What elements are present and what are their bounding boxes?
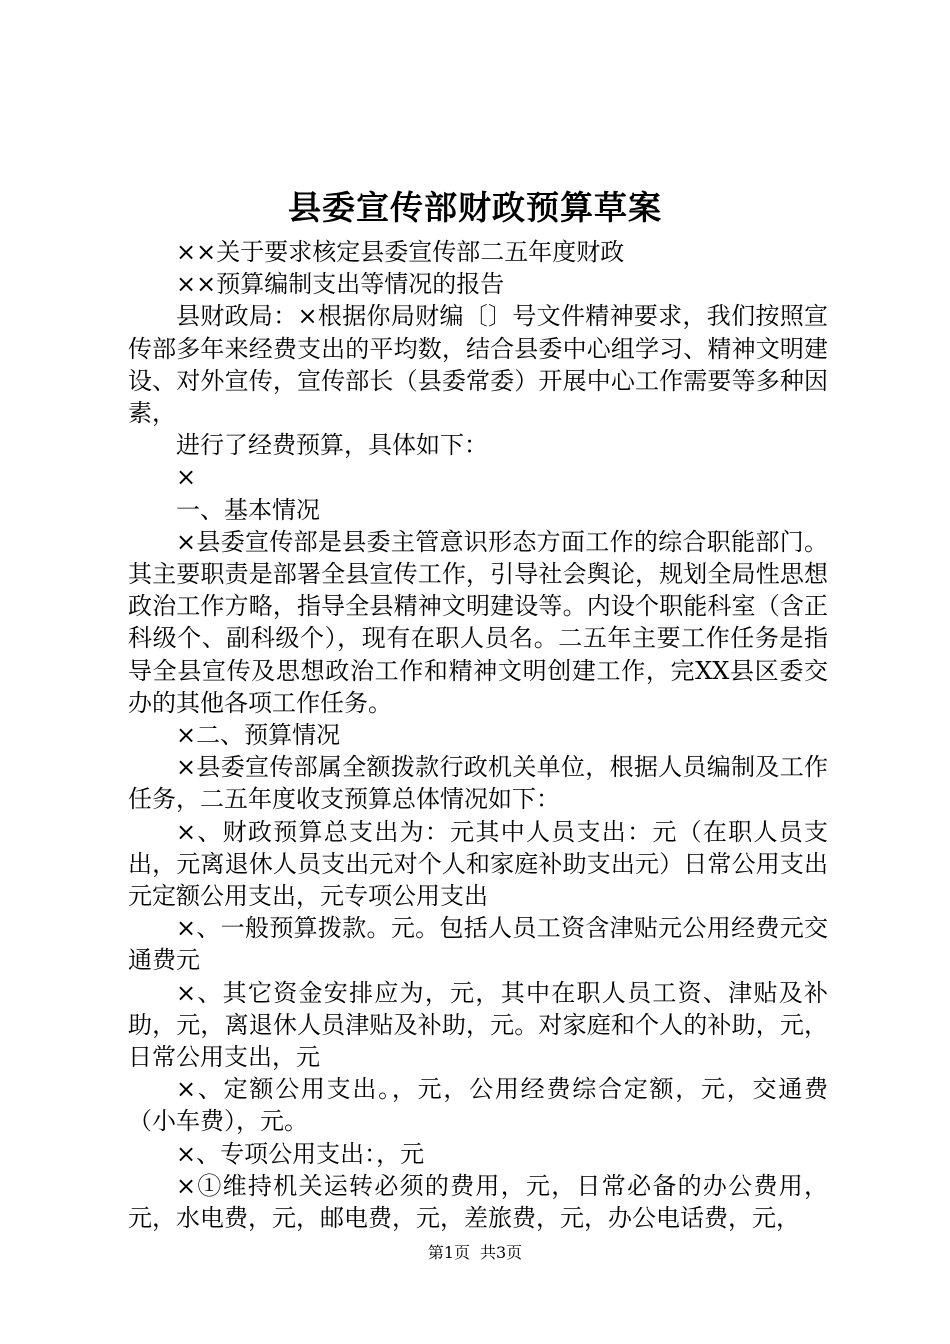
section-heading-budget: ×二、预算情况 bbox=[176, 721, 341, 750]
paragraph-basic-info: ×县委宣传部是县委主管意识形态方面工作的综合职能部门。其主要职责是部署全县宣传工作，引导社会舆论，规划全局性思想政治工作方略，指导全县精神文明建设等。内设个职能科室（含正科级个、副科级个），现有在职人员名。二五年主要工作任务是指导全县宣传及思想政治工作和精神文明创建工作，完XX县区委交办的其他各项工作任务。 bbox=[128, 527, 828, 717]
paragraph-operating-costs: ×①维持机关运转必须的费用，元，日常必备的办公费用，元，水电费，元，邮电费，元，差旅费，元，办公电话费，元， bbox=[128, 1171, 828, 1233]
page-number: 第1页 bbox=[427, 1243, 470, 1262]
paragraph-fixed-public-expenses: ×、定额公用支出。，元，公用经费综合定额，元，交通费（小车费），元。 bbox=[128, 1075, 828, 1136]
paragraph-mark: × bbox=[176, 463, 197, 492]
page-total: 共3页 bbox=[480, 1243, 523, 1262]
paragraph-budget-overview: ×县委宣传部属全额拨款行政机关单位，根据人员编制及工作任务，二五年度收支预算总体情况如下： bbox=[128, 753, 828, 814]
paragraph-intro: 进行了经费预算，具体如下： bbox=[176, 431, 488, 460]
document-body bbox=[128, 236, 828, 1234]
paragraph-heading-line-2: ××预算编制支出等情况的报告 bbox=[176, 270, 505, 299]
paragraph-total-expenditure: ×、财政预算总支出为：元其中人员支出：元（在职人员支出，元离退休人员支出元对个人和家庭补助支出元）日常公用支出元定额公用支出，元专项公用支出 bbox=[128, 817, 828, 911]
section-heading-basic: 一、基本情况 bbox=[176, 495, 320, 524]
paragraph-general-allocation: ×、一般预算拨款。元。包括人员工资含津贴元公用经费元交通费元 bbox=[128, 914, 828, 975]
document-title: 县委宣传部财政预算草案 bbox=[288, 188, 662, 227]
page-footer bbox=[0, 1242, 950, 1264]
paragraph-other-funds: ×、其它资金安排应为，元，其中在职人员工资、津贴及补助，元，离退休人员津贴及补助，元。对家庭和个人的补助，元，日常公用支出，元 bbox=[128, 978, 828, 1072]
paragraph-heading-line-1: ××关于要求核定县委宣传部二五年度财政 bbox=[176, 238, 625, 266]
paragraph-special-public-expenses: ×、专项公用支出：，元 bbox=[176, 1139, 425, 1168]
paragraph-salutation: 县财政局：×根据你局财编〔〕号文件精神要求，我们按照宣传部多年来经费支出的平均数，结合县委中心组学习、精神文明建设、对外宣传，宣传部长（县委常委）开展中心工作需要等多种因素， bbox=[128, 302, 828, 428]
